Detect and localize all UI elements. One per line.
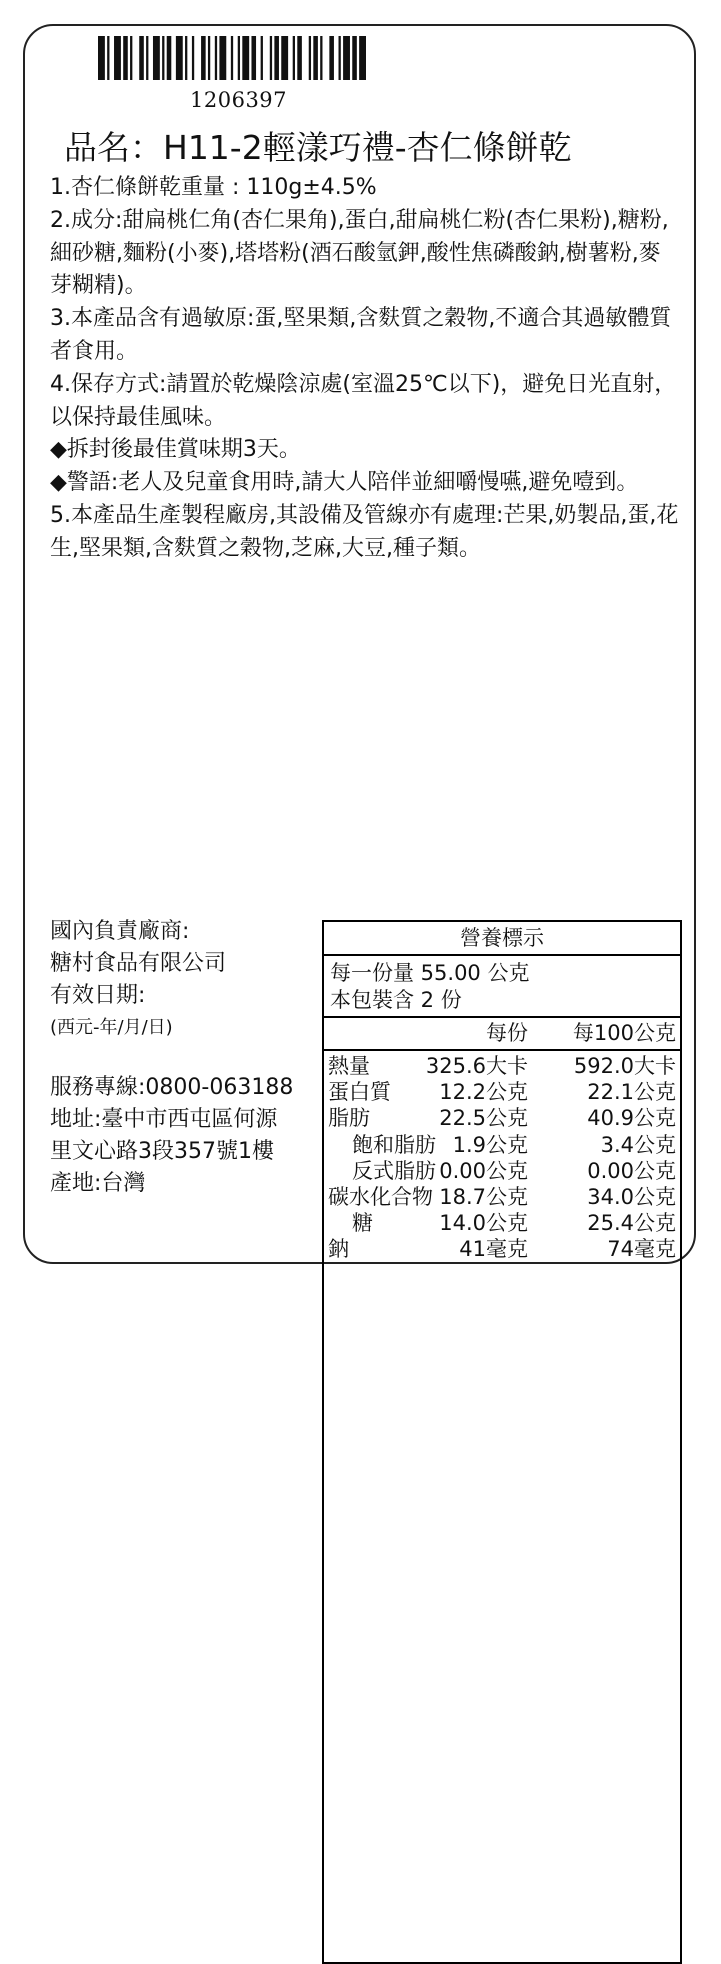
barcode-bar	[208, 36, 210, 80]
barcode-bar	[153, 36, 160, 80]
origin: 產地:台灣	[50, 1171, 146, 1196]
nutrition-row	[324, 1210, 680, 1236]
nutrient-per-100g: 34.0公克	[587, 1184, 676, 1209]
barcode-bar	[185, 36, 187, 80]
nutrient-name: 飽和脂肪	[352, 1132, 436, 1157]
nutrient-per-serving: 41毫克	[459, 1237, 528, 1262]
barcode-bar	[261, 36, 263, 80]
barcode-bar	[215, 36, 217, 80]
barcode-bar	[251, 36, 256, 80]
company-info	[50, 916, 293, 1200]
barcode-bar	[231, 36, 233, 80]
facility-line: 5.本產品生產製程廠房,其設備及管線亦有處理:芒果,奶製品,蛋,花生,堅果類,含麩質之穀物,芝麻,大豆,種子類。	[50, 502, 679, 561]
nutrient-per-100g: 592.0大卡	[573, 1054, 676, 1078]
nutrition-row	[324, 1105, 680, 1131]
barcode-bar	[107, 36, 109, 80]
barcode-bar	[339, 36, 341, 80]
barcode-bar	[114, 36, 121, 80]
barcode-bar	[98, 36, 105, 80]
barcode-bar	[242, 36, 249, 80]
servings-per-package: 本包裝含 2 份	[330, 988, 462, 1012]
best-before-line: ◆拆封後最佳賞味期3天。	[50, 437, 301, 463]
nutrition-row	[324, 1236, 680, 1262]
nutrition-table	[322, 920, 682, 1964]
barcode-bar	[192, 36, 194, 80]
nutrient-name: 鈉	[328, 1237, 349, 1262]
barcode-bar	[274, 36, 279, 80]
barcode-bar	[293, 36, 295, 80]
nutrition-row	[324, 1132, 680, 1158]
barcode-bar	[309, 36, 311, 80]
nutrient-per-serving: 12.2公克	[439, 1080, 528, 1105]
nutrient-per-100g: 22.1公克	[587, 1080, 676, 1105]
barcode-bar	[352, 36, 357, 80]
serving-size: 每一份量 55.00 公克	[330, 961, 530, 985]
product-name: 品名：H11-2輕漾巧禮-杏仁條餅乾	[64, 128, 572, 167]
nutrient-per-serving: 1.9公克	[452, 1132, 528, 1157]
nutrient-per-100g: 3.4公克	[600, 1132, 676, 1157]
nutrient-per-100g: 25.4公克	[587, 1211, 676, 1236]
nutrition-row	[324, 1079, 680, 1105]
manufacturer-name: 糖村食品有限公司	[50, 951, 227, 976]
nutrition-title: 營養標示	[324, 922, 680, 956]
nutrient-per-serving: 325.6大卡	[425, 1054, 528, 1078]
barcode-number: 1206397	[190, 88, 288, 112]
nutrient-name: 脂肪	[328, 1106, 370, 1131]
nutrient-name: 碳水化合物	[328, 1184, 433, 1209]
barcode-bar	[313, 36, 318, 80]
manufacturer-label: 國內負責廠商:	[50, 919, 190, 944]
barcode-bar	[320, 36, 322, 80]
nutrient-per-serving: 14.0公克	[439, 1211, 528, 1236]
nutrition-row	[324, 1053, 680, 1079]
nutrition-rows	[324, 1051, 680, 1263]
nutrient-name: 糖	[352, 1211, 373, 1236]
spacer	[50, 1044, 293, 1072]
barcode-bar	[219, 36, 226, 80]
nutrition-row	[324, 1184, 680, 1210]
barcode-bar	[123, 36, 128, 80]
ingredients-line: 2.成分:甜扁桃仁角(杏仁果角),蛋白,甜扁桃仁粉(杏仁果粉),糖粉,細砂糖,麵粉(小麥),塔塔粉(酒石酸氫鉀,酸性焦磷酸鈉,樹薯粉,麥芽糊精)。	[50, 207, 669, 299]
barcode-bar	[343, 36, 350, 80]
barcode-bar	[329, 36, 334, 80]
weight-line: 1.杏仁條餅乾重量 : 110g±4.5%	[50, 175, 377, 200]
storage-line: 4.保存方式:請置於乾燥陰涼處(室溫25℃以下)，避免日光直射，以保持最佳風味。	[50, 371, 677, 430]
barcode-bar	[167, 36, 172, 80]
serving-info	[324, 956, 680, 1018]
barcode-bar	[297, 36, 302, 80]
nutrient-per-serving: 18.7公克	[439, 1184, 528, 1209]
warning-line: ◆警語:老人及兒童食用時,請大人陪伴並細嚼慢嚥,避免噎到。	[50, 470, 639, 496]
nutrition-header-row	[324, 1018, 680, 1051]
allergen-line: 3.本產品含有過敏原:蛋,堅果類,含麩質之穀物,不適合其過敏體質者食用。	[50, 306, 672, 364]
service-hotline: 服務專線:0800-063188	[50, 1075, 294, 1100]
barcode-bar	[176, 36, 183, 80]
nutrient-name: 熱量	[328, 1054, 370, 1078]
barcode-bar	[201, 36, 206, 80]
header-per-100g: 每100公克	[572, 1021, 676, 1045]
barcode-bar	[139, 36, 144, 80]
address-line-1: 地址:臺中市西屯區何源	[50, 1107, 278, 1132]
barcode-bar	[130, 36, 132, 80]
header-per-serving: 每份	[486, 1021, 528, 1045]
address-line-2: 里文心路3段357號1樓	[50, 1139, 274, 1164]
barcode-bar	[162, 36, 164, 80]
barcode-bar	[359, 36, 366, 80]
nutrition-row	[324, 1158, 680, 1184]
product-description	[50, 172, 680, 566]
barcode-bar	[238, 36, 240, 80]
barcode-bar	[270, 36, 272, 80]
expiry-format: (西元-年/月/日)	[50, 1017, 173, 1038]
barcode-bar	[281, 36, 288, 80]
barcode-bar	[146, 36, 148, 80]
nutrient-per-100g: 0.00公克	[587, 1158, 676, 1183]
barcode-icon	[98, 36, 366, 80]
nutrient-per-100g: 40.9公克	[587, 1106, 676, 1131]
nutrient-per-100g: 74毫克	[607, 1237, 676, 1262]
nutrient-name: 反式脂肪	[352, 1158, 436, 1183]
nutrient-name: 蛋白質	[328, 1080, 391, 1105]
expiry-label: 有效日期:	[50, 983, 146, 1008]
nutrient-per-serving: 22.5公克	[439, 1106, 528, 1131]
nutrient-per-serving: 0.00公克	[439, 1158, 528, 1183]
